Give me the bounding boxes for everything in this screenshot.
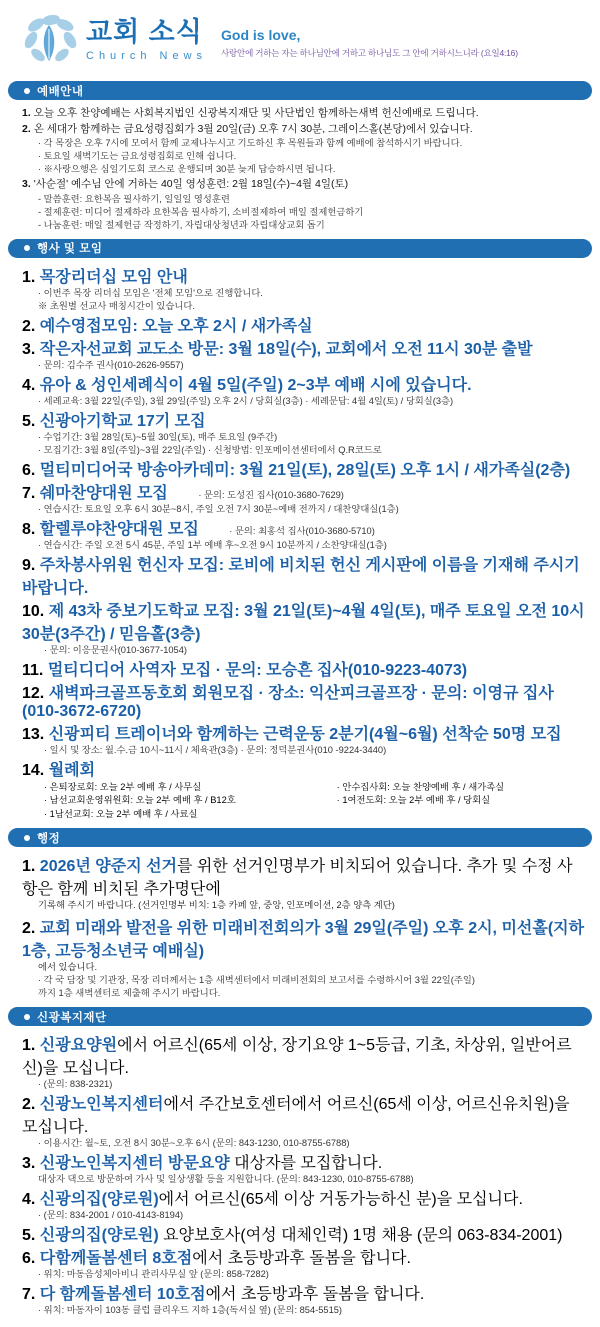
item-subtext: 에서 있습니다. [38, 961, 98, 972]
list-item [22, 1032, 586, 1091]
item-number: 2. [22, 317, 36, 335]
sub-item: · 이용시간: 월~토, 오전 8시 30분~오후 6시 (문의: 843-1230, 010-8755-6788) [38, 1138, 350, 1149]
sub-item: · 문의: 도성진 집사(010-3680-7629) [198, 489, 344, 500]
page-title-ko: 교회 소식 [86, 17, 203, 48]
monthly-meeting-left-column [44, 781, 337, 821]
item-text: 멀티디디어 사역자 모집 · 문의: 모승흔 집사(010-9223-4073) [47, 661, 468, 679]
item-text: 를 위한 선거인명부가 비치되어 있습니다. 추가 및 수정 사항은 함께 비치된 추가명단에 [22, 858, 573, 899]
item-number: 5. [22, 1227, 36, 1245]
item-text: 온 세대가 함께하는 금요성령집회가 3월 20일(금) 오후 7시 30분, 그레이스홀(본당)에서 있습니다. [33, 123, 473, 136]
item-text: '사순절' 예수님 안에 거하는 40일 영성훈련: 2월 18일(수)~4월 4일(토) [33, 178, 349, 191]
list-item [22, 1222, 586, 1245]
section-header-admin [8, 828, 592, 847]
sub-item: · 문의: 이응문권사(010-3677-1054) [44, 644, 187, 655]
item-text: 목장리더십 모임 안내 [39, 268, 188, 286]
list-item [22, 106, 586, 121]
section-title-worship: 예배안내 [37, 85, 84, 98]
sub-item: · 1여전도회: 오늘 2부 예배 후 / 당회실 [336, 795, 491, 806]
item-highlight: 다 함께돌봄센터 10호점 [39, 1286, 206, 1304]
item-highlight: 2026년 양준지 선거 [39, 858, 178, 876]
item-text: 제 43차 중보기도학교 모집: 3월 21일(토)~4월 4일(토), 매주 토요일 오전 10시 30분(3주간) / 믿음홀(3층) [22, 602, 585, 643]
item-number: 10. [22, 602, 45, 620]
bullet-dot-icon [24, 245, 30, 251]
item-highlight: 신광노인복지센터 [39, 1096, 164, 1114]
sub-item: · 위치: 마동음성체아비니 관리사무실 앞 (문의: 858-7282) [38, 1269, 269, 1280]
sub-item: · 각 목장은 오후 7시에 모여서 함께 교제나누시고 기도하신 후 목원들과 함께 예배에 참석하시기 바랍니다. [38, 138, 463, 149]
item-highlight: 교회 미래와 발전을 위한 미래비전회의가 3월 29일(주일) 오후 2시, 미선홀(지하 1층, 고등청소년국 예배실) [22, 919, 585, 960]
item-text: 에서 초등방과후 돌봄을 합니다. [192, 1250, 411, 1268]
list-item [22, 480, 586, 516]
sub-item: · 이번주 목장 리더십 모임은 '전체 모임'으로 진행합니다. [38, 287, 263, 298]
list-item [22, 516, 586, 552]
sub-item: - 말씀훈련: 요한복음 필사하기, 일일일 영성훈련 [38, 193, 230, 204]
item-text: 요양보호사(여성 대체인력) 1명 채용 (문의 063-834-2001) [158, 1227, 563, 1245]
sub-item: · 일시 및 장소: 월.수.금 10시~11시 / 체육관(3층) · 문의: 정덕분권사(010 -9224-3440) [44, 744, 387, 755]
sub-item: · 모집기간: 3월 8일(주일)~3월 22일(주일) · 신청방법: 인포메이션센터에서 Q.R코드로 [38, 444, 382, 455]
item-text: 에서 주간보호센터에서 어르신(65세 이상, 어르신유치원)을 모십니다. [22, 1096, 570, 1137]
section-title-welfare: 신광복지재단 [37, 1011, 107, 1024]
sub-item: · 문의: 최홍석 집사(010-3680-5710) [229, 525, 375, 536]
sub-item: · 수업기간: 3월 28일(토)~5월 30일(토), 매주 토요일 (9주간) [38, 431, 278, 442]
list-item [22, 122, 586, 176]
item-number: 1. [22, 107, 31, 119]
list-item [22, 757, 586, 780]
list-item [22, 1091, 586, 1150]
sub-item: ※ 초원별 선교사 매칭시간이 있습니다. [38, 300, 195, 311]
monthly-meeting-columns [22, 781, 586, 821]
list-item [22, 408, 586, 457]
section-title-admin: 행정 [37, 832, 61, 845]
list-item [22, 457, 586, 480]
olive-leaf-icon [18, 9, 80, 71]
item-number: 8. [22, 520, 36, 538]
verse-title: God is love, [221, 26, 301, 43]
list-item [22, 598, 586, 657]
page-title-en: Church News [86, 49, 208, 62]
list-item [22, 1150, 586, 1186]
section-body-events [0, 264, 600, 822]
item-subtext: 기록해 주시기 바랍니다. (선거인명부 비치: 1층 카페 앞, 중앙, 인포메이션, 2층 양측 계단) [38, 900, 395, 911]
item-text: 쉐마찬양대원 모집 [39, 484, 168, 502]
item-number: 1. [22, 1037, 36, 1055]
list-item [22, 721, 586, 757]
section-header-events [8, 239, 592, 258]
item-highlight: 신광의집(양로원) [39, 1227, 159, 1245]
sub-item: - 절제훈련: 미디어 절제하라 요한복음 필사하기, 소비절제하여 매일 절제헌금하기 [38, 206, 364, 217]
item-text: 오늘 오후 찬양예배는 사회복지법인 신광복지재단 및 사단법인 함께하는새벽 헌신예배로 드립니다. [33, 107, 479, 119]
item-text: 예수영접모임: 오늘 오후 2시 / 새가족실 [39, 317, 313, 335]
item-text: 유아 & 성인세례식이 4월 5일(주일) 2~3부 예배 시에 있습니다. [39, 376, 472, 394]
verse-reference: 사랑안에 거하는 자는 하나님안에 거하고 하나님도 그 안에 거하시느니라 (요일4:16) [221, 48, 518, 59]
item-text: 대상자를 모집합니다. [229, 1155, 383, 1173]
bullet-dot-icon [24, 835, 30, 841]
item-number: 4. [22, 1191, 36, 1209]
list-item [22, 657, 586, 680]
item-text: 신광피티 트레이너와 함께하는 근력운동 2분기(4월~6월) 선착순 50명 모집 [48, 725, 562, 743]
sub-item: · (문의: 834-2001 / 010-4143-8194) [38, 1210, 184, 1221]
item-number: 11. [22, 661, 44, 679]
item-number: 6. [22, 1250, 36, 1268]
section-body-welfare [0, 1032, 600, 1317]
item-number: 2. [22, 919, 36, 937]
item-number: 12. [22, 684, 45, 702]
sub-item: · 세례교육: 3월 22일(주일), 3월 29일(주일) 오후 2시 / 당회실(3층) · 세례문답: 4월 4일(토) / 당회실(3층) [38, 395, 454, 406]
sub-item: 까지 1층 새벽센터로 제출해 주시기 바랍니다. [38, 988, 221, 999]
item-number: 5. [22, 412, 36, 430]
item-number: 1. [22, 858, 36, 876]
list-item [22, 264, 586, 313]
verse-block [221, 21, 518, 60]
list-item [22, 313, 586, 336]
section-header-worship [8, 81, 592, 100]
item-number: 7. [22, 1286, 36, 1304]
page-header [0, 0, 600, 74]
item-highlight: 신광요양원 [39, 1037, 118, 1055]
item-highlight: 신광의집(양로원) [39, 1191, 159, 1209]
item-text: 신광아기학교 17기 모집 [39, 412, 206, 430]
item-number: 6. [22, 461, 36, 479]
bullet-dot-icon [24, 88, 30, 94]
item-number: 7. [22, 484, 36, 502]
item-number: 3. [22, 178, 31, 191]
item-highlight: 다함께돌봄센터 8호점 [39, 1250, 193, 1268]
item-number: 4. [22, 376, 36, 394]
list-item [22, 1186, 586, 1222]
section-title-events: 행사 및 모임 [37, 243, 103, 256]
monthly-meeting-right-column [337, 781, 586, 821]
item-number: 14. [22, 761, 45, 779]
list-item [22, 177, 586, 231]
sub-item: · (문의: 838-2321) [38, 1079, 113, 1090]
item-number: 2. [22, 1096, 36, 1114]
sub-item: · 문의: 김수주 권사(010-2626-9557) [38, 359, 184, 370]
item-number: 2. [22, 123, 31, 136]
list-item [22, 552, 586, 598]
list-item [22, 1245, 586, 1281]
sub-item: · 연습시간: 토요일 오후 6시 30분~8시, 주일 오전 7시 30분~예배 전까지 / 대찬양대실(1층) [38, 503, 399, 514]
sub-item: · ※사랑으행은 심일기도회 코스로 운행되며 30분 늦게 답승하시면 됩니다. [38, 164, 336, 175]
section-body-admin [0, 853, 600, 1000]
list-item [22, 680, 586, 721]
section-header-welfare [8, 1007, 592, 1026]
sub-item: · 은퇴장로회: 오늘 2부 예배 후 / 사무실 [44, 781, 202, 792]
item-text: 에서 어르신(65세 이상 거동가능하신 분)을 모십니다. [158, 1191, 523, 1209]
item-number: 1. [22, 268, 36, 286]
item-number: 9. [22, 556, 36, 574]
item-text: 에서 어르신(65세 이상, 장기요양 1~5등급, 기초, 차상위, 일반어르신)을 모십니다. [22, 1037, 572, 1078]
item-text: 새벽파크골프동호회 회원모집 · 장소: 익산피크골프장 · 문의: 이영규 집사(010-3672-6720) [22, 684, 554, 720]
item-text: 월례회 [48, 761, 96, 779]
sub-item: · 안수집사회: 오늘 찬양예배 후 / 새가족실 [336, 781, 505, 792]
list-item [22, 1281, 586, 1317]
list-item [22, 853, 586, 912]
item-text: 작은자선교회 교도소 방문: 3월 18일(수), 교회에서 오전 11시 30분 출발 [39, 340, 533, 358]
item-highlight: 신광노인복지센터 방문요양 [39, 1155, 230, 1173]
sub-item: · 남선교회운영위원회: 오늘 2부 예배 후 / B12호 [44, 795, 236, 806]
list-item [22, 336, 586, 372]
title-block [86, 18, 207, 61]
sub-item: · 1남선교회: 오늘 2부 예배 후 / 사료실 [44, 808, 198, 819]
sub-item: 대상자 댁으로 방문하여 가사 및 일상생활 등을 지원합니다. (문의: 843-1230, 010-8755-6788) [38, 1174, 414, 1185]
sub-item: · 위치: 마동자이 103동 클럽 클리우드 지하 1층(독서실 옆) (문의: 854-5515) [38, 1305, 343, 1316]
item-text: 주차봉사위원 헌신자 모집: 로비에 비치된 헌신 게시판에 이름을 기재해 주시기 바랍니다. [22, 556, 580, 597]
item-text: 에서 초등방과후 돌봄을 합니다. [205, 1286, 425, 1304]
section-body-worship [0, 106, 600, 232]
list-item [22, 372, 586, 408]
item-text: 할렐루야찬양대원 모집 [39, 520, 199, 538]
sub-item: · 연습시간: 주일 오전 5시 45분, 주일 1부 예배 후~오전 9시 10분까지 / 소찬양대실(1층) [38, 539, 387, 550]
sub-item: · 토요일 새벽기도는 금요성령집회로 인해 쉽니다. [38, 151, 237, 162]
sub-item: · 각 국 담장 및 기관장, 목장 리더께서는 1층 새벽센터에서 미래비전회의 보고서를 수령하시어 3월 22일(주일) [38, 975, 475, 986]
item-number: 3. [22, 340, 36, 358]
sub-item: - 나눔훈련: 매일 절제헌금 작정하기, 자립대상청년과 자립대상교회 돕기 [38, 219, 325, 230]
list-item [22, 915, 586, 1001]
item-number: 3. [22, 1155, 36, 1173]
item-text: 멀티미디어국 방송아카데미: 3월 21일(토), 28일(토) 오후 1시 / 새가족실(2층) [39, 461, 571, 479]
item-number: 13. [22, 725, 45, 743]
bullet-dot-icon [24, 1014, 30, 1020]
